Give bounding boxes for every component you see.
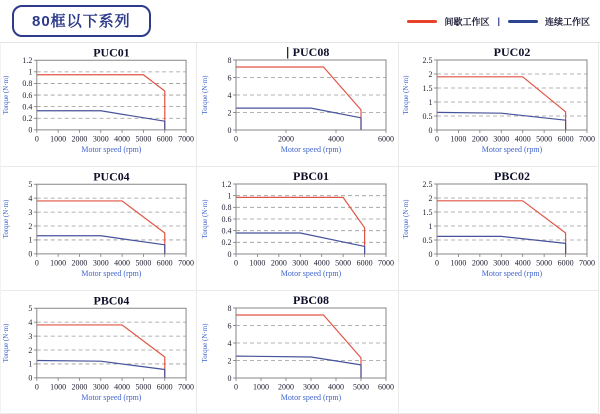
chart-title: PUC01	[93, 45, 130, 60]
series-intermittent-line	[236, 315, 361, 378]
y-tick-label: 0.2	[22, 114, 33, 124]
legend-label-intermittent: 间歇工作区	[444, 16, 490, 27]
x-tick-label: 3000	[92, 258, 109, 268]
x-tick-label: 3000	[92, 134, 109, 144]
y-tick-label: 0.4	[22, 102, 33, 112]
y-tick-label: 0.8	[22, 79, 33, 89]
chart-title: PBC04	[93, 293, 130, 308]
series-continuous-line	[437, 112, 566, 130]
series-title-badge	[12, 5, 151, 37]
y-tick-label: 2	[28, 221, 33, 231]
y-tick-label: 3	[28, 331, 33, 341]
y-tick-label: 0.4	[221, 226, 231, 236]
x-tick-label: 0	[233, 258, 238, 268]
x-tick-label: 0	[34, 134, 39, 144]
x-tick-label: 6000	[377, 134, 394, 144]
chart-title: PUC08	[292, 45, 329, 59]
series-intermittent-line	[236, 197, 365, 254]
y-tick-label: 1	[227, 191, 231, 201]
y-tick-label: 5	[28, 180, 33, 190]
x-tick-label: 2000	[471, 258, 488, 268]
charts-grid	[0, 42, 600, 414]
y-tick-label: 5	[28, 304, 33, 314]
y-tick-label: 2	[428, 193, 432, 203]
y-tick-label: 6	[227, 73, 231, 83]
x-tick-label: 0	[434, 134, 439, 144]
x-tick-label: 4000	[114, 382, 131, 392]
chart-PBC01	[200, 169, 396, 291]
x-tick-label: 7000	[578, 258, 595, 268]
series-continuous-line	[236, 356, 361, 378]
y-tick-label: 0.5	[422, 235, 432, 245]
y-tick-label: 6	[227, 321, 231, 331]
legend-separator: |	[497, 16, 500, 26]
x-tick-label: 6000	[356, 258, 373, 268]
chart-PBC02	[401, 169, 597, 291]
x-axis-label: Motor speed (rpm)	[481, 269, 542, 278]
x-tick-label: 5000	[535, 258, 552, 268]
x-tick-label: 6000	[156, 134, 173, 144]
y-tick-label: 0.8	[221, 203, 231, 213]
y-axis-label: Torque (N·m)	[1, 199, 10, 239]
y-tick-label: 2	[28, 345, 33, 355]
x-tick-label: 1000	[50, 134, 67, 144]
y-tick-label: 8	[227, 303, 231, 313]
x-axis-label: Motor speed (rpm)	[280, 269, 341, 278]
x-tick-label: 4000	[514, 258, 531, 268]
x-tick-label: 5000	[135, 382, 152, 392]
text-caret	[287, 47, 288, 59]
x-tick-label: 5000	[135, 258, 152, 268]
y-tick-label: 0.5	[422, 111, 432, 121]
x-tick-label: 1000	[449, 258, 466, 268]
series-intermittent-line	[37, 201, 165, 254]
x-axis-label: Motor speed (rpm)	[481, 145, 542, 154]
plot-frame	[37, 184, 186, 254]
series-continuous-line	[37, 236, 165, 254]
legend-item-intermittent	[407, 15, 489, 28]
y-axis-label: Torque (N·m)	[1, 323, 10, 363]
chart-PUC04	[1, 169, 196, 291]
x-tick-label: 5000	[352, 382, 369, 392]
chart-title: PBC02	[493, 169, 530, 183]
series-continuous-line	[437, 236, 566, 254]
intermittent-line-swatch	[407, 20, 437, 23]
y-axis-label: Torque (N·m)	[200, 323, 209, 363]
y-tick-label: 1	[428, 221, 432, 231]
series-continuous-line	[37, 111, 165, 130]
y-tick-label: 4	[227, 90, 231, 100]
series-intermittent-line	[437, 77, 566, 130]
legend-label-continuous: 连续工作区	[544, 16, 590, 27]
x-tick-label: 4000	[114, 134, 131, 144]
x-tick-label: 4000	[327, 134, 344, 144]
chart-title: PBC08	[292, 293, 329, 307]
chart-legend	[407, 15, 590, 28]
x-axis-label: Motor speed (rpm)	[280, 393, 341, 402]
chart-cell-PBC01	[197, 167, 399, 291]
y-tick-label: 0.6	[221, 214, 231, 224]
x-tick-label: 3000	[92, 382, 109, 392]
x-tick-label: 1000	[252, 382, 269, 392]
y-tick-label: 2	[227, 108, 231, 118]
x-tick-label: 7000	[578, 134, 595, 144]
x-tick-label: 0	[34, 258, 39, 268]
x-tick-label: 7000	[178, 258, 194, 268]
y-tick-label: 2	[428, 69, 432, 79]
y-axis-label: Torque (N·m)	[200, 199, 209, 239]
x-tick-label: 3000	[492, 258, 509, 268]
x-tick-label: 7000	[178, 134, 194, 144]
x-tick-label: 1000	[50, 258, 67, 268]
y-tick-label: 4	[28, 317, 33, 327]
x-tick-label: 3000	[492, 134, 509, 144]
continuous-line-swatch	[508, 20, 538, 23]
series-continuous-line	[37, 360, 165, 377]
chart-cell-PBC04	[1, 291, 197, 414]
x-tick-label: 0	[34, 382, 39, 392]
chart-cell-PUC08	[197, 43, 399, 167]
x-tick-label: 5000	[535, 134, 552, 144]
x-tick-label: 5000	[334, 258, 351, 268]
y-axis-label: Torque (N·m)	[401, 199, 410, 239]
y-tick-label: 0	[227, 125, 231, 135]
chart-cell-PBC02	[399, 167, 599, 291]
y-axis-label: Torque (N·m)	[200, 75, 209, 115]
chart-cell-PUC02	[399, 43, 599, 167]
chart-title: PUC02	[493, 45, 530, 59]
x-tick-label: 1000	[50, 382, 67, 392]
y-tick-label: 1	[28, 67, 33, 77]
legend-item-continuous	[508, 15, 590, 28]
y-tick-label: 3	[28, 207, 33, 217]
y-tick-label: 2.5	[422, 55, 432, 65]
x-tick-label: 1000	[449, 134, 466, 144]
empty-cell	[399, 291, 599, 414]
chart-title: PUC04	[93, 169, 130, 184]
x-tick-label: 1000	[248, 258, 265, 268]
y-tick-label: 4	[227, 338, 231, 348]
x-tick-label: 3000	[302, 382, 319, 392]
y-tick-label: 0.6	[22, 90, 33, 100]
x-tick-label: 6000	[377, 382, 394, 392]
x-tick-label: 6000	[156, 258, 173, 268]
chart-title: PBC01	[292, 169, 329, 183]
x-tick-label: 4000	[327, 382, 344, 392]
x-tick-label: 2000	[71, 258, 88, 268]
series-continuous-line	[236, 233, 365, 254]
y-tick-label: 1	[28, 235, 33, 245]
plot-frame	[37, 308, 186, 378]
y-tick-label: 0	[428, 249, 432, 259]
x-tick-label: 2000	[471, 134, 488, 144]
y-tick-label: 0	[28, 249, 33, 259]
x-axis-label: Motor speed (rpm)	[81, 268, 142, 278]
x-tick-label: 0	[233, 382, 238, 392]
x-tick-label: 2000	[270, 258, 287, 268]
y-tick-label: 4	[28, 193, 33, 203]
y-tick-label: 2	[227, 356, 231, 366]
series-continuous-line	[236, 108, 361, 130]
series-intermittent-line	[437, 201, 566, 254]
chart-PUC01	[1, 45, 196, 167]
x-tick-label: 4000	[313, 258, 330, 268]
chart-PUC08	[200, 45, 396, 167]
x-tick-label: 4000	[114, 258, 131, 268]
x-tick-label: 4000	[514, 134, 531, 144]
chart-PBC08	[200, 293, 396, 414]
chart-cell-PUC04	[1, 167, 197, 291]
x-tick-label: 2000	[277, 134, 294, 144]
x-tick-label: 7000	[178, 382, 194, 392]
y-axis-label: Torque (N·m)	[1, 75, 10, 115]
y-axis-label: Torque (N·m)	[401, 75, 410, 115]
y-tick-label: 2.5	[422, 179, 432, 189]
y-tick-label: 0.2	[221, 238, 231, 248]
x-tick-label: 2000	[71, 134, 88, 144]
y-tick-label: 1.5	[422, 207, 432, 217]
x-tick-label: 5000	[135, 134, 152, 144]
series-title: 80框以下系列	[32, 13, 131, 30]
series-intermittent-line	[37, 75, 165, 130]
x-tick-label: 2000	[277, 382, 294, 392]
chart-PUC02	[401, 45, 597, 167]
x-tick-label: 0	[233, 134, 238, 144]
series-intermittent-line	[236, 67, 361, 130]
y-tick-label: 0	[28, 125, 33, 135]
y-tick-label: 1.5	[422, 83, 432, 93]
chart-cell-PUC01	[1, 43, 197, 167]
y-tick-label: 8	[227, 55, 231, 65]
y-tick-label: 1.2	[22, 56, 33, 66]
x-axis-label: Motor speed (rpm)	[81, 392, 142, 402]
x-tick-label: 7000	[377, 258, 394, 268]
x-tick-label: 6000	[557, 134, 574, 144]
chart-cell-PBC08	[197, 291, 399, 414]
chart-PBC04	[1, 293, 196, 414]
y-tick-label: 0	[428, 125, 432, 135]
y-tick-label: 0	[227, 249, 231, 259]
y-tick-label: 1	[428, 97, 432, 107]
x-tick-label: 3000	[291, 258, 308, 268]
y-tick-label: 1	[28, 359, 33, 369]
y-tick-label: 0	[227, 373, 231, 383]
x-axis-label: Motor speed (rpm)	[81, 144, 142, 154]
x-tick-label: 6000	[557, 258, 574, 268]
x-tick-label: 2000	[71, 382, 88, 392]
x-tick-label: 6000	[156, 382, 173, 392]
x-axis-label: Motor speed (rpm)	[280, 145, 341, 154]
y-tick-label: 0	[28, 373, 33, 383]
header	[0, 0, 600, 42]
series-intermittent-line	[37, 325, 165, 378]
x-tick-label: 0	[434, 258, 439, 268]
y-tick-label: 1.2	[221, 179, 231, 189]
